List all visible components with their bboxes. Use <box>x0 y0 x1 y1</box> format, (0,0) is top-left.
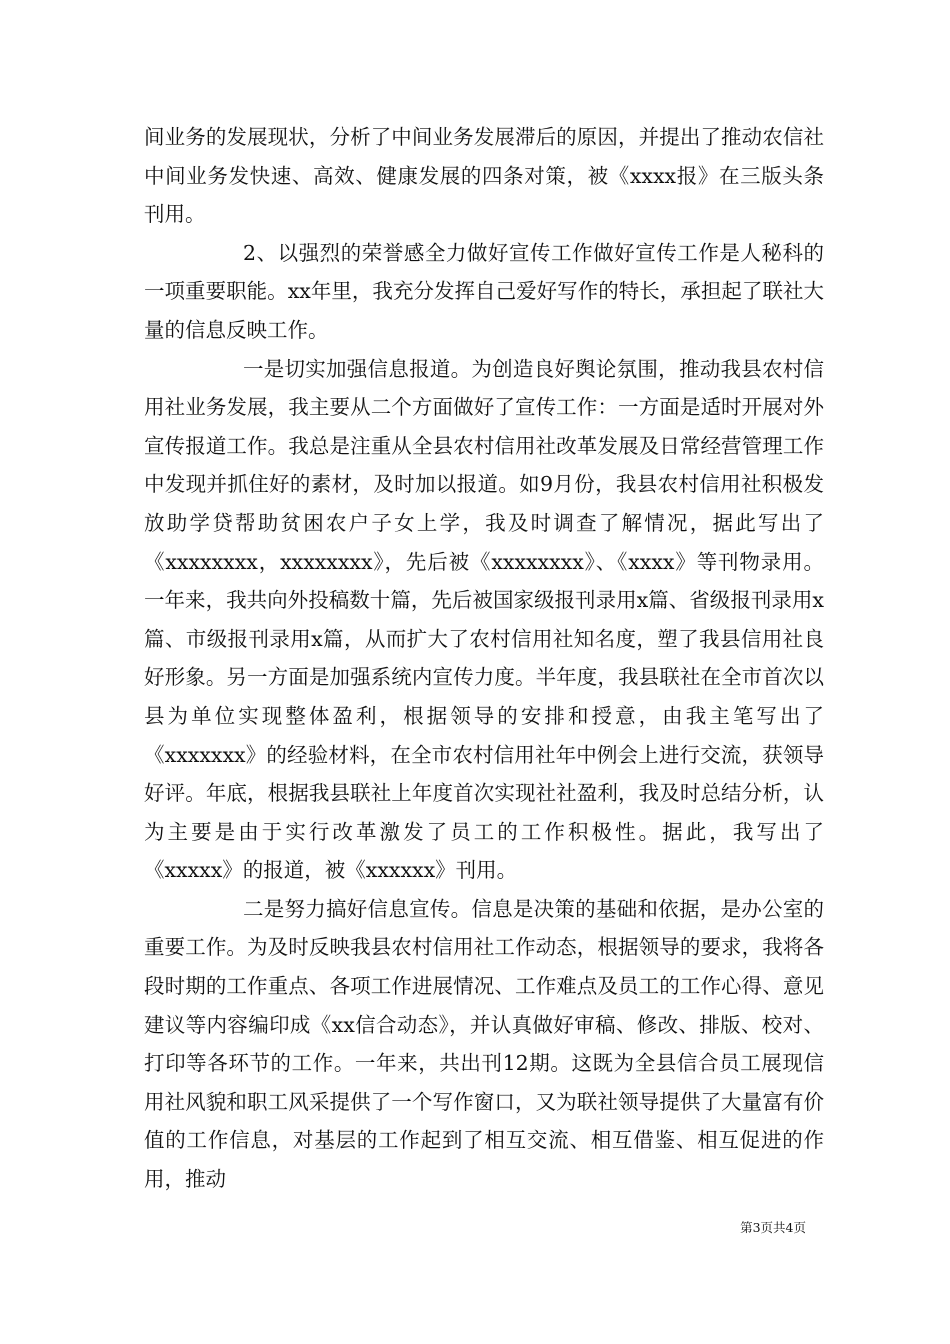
page-number-footer: 第3页共4页 <box>740 1220 806 1235</box>
document-body <box>144 118 824 1199</box>
paragraph-continued: 间业务的发展现状，分析了中间业务发展滞后的原因，并提出了推动农信社中间业务发快速、高效、健康发展的四条对策，被《xxxx报》在三版头条刊用。 <box>144 125 824 227</box>
paragraph-publicity-duty: 2、以强烈的荣誉感全力做好宣传工作做好宣传工作是人秘科的一项重要职能。xx年里，我充分发挥自己爱好写作的特长，承担起了联社大量的信息反映工作。 <box>144 240 824 342</box>
paragraph-info-publicity: 二是努力搞好信息宣传。信息是决策的基础和依据，是办公室的重要工作。为及时反映我县农村信用社工作动态，根据领导的要求，我将各段时期的工作重点、各项工作进展情况、工作难点及员工的工作心得、意见建议等内容编印成《xx信合动态》，并认真做好审稿、修改、排版、校对、打印等各环节的工作。一年来，共出刊12期。这既为全县信合员工展现信用社风貌和职工风采提供了一个写作窗口，又为联社领导提供了大量富有价值的工作信息，对基层的工作起到了相互交流、相互借鉴、相互促进的作用，推动 <box>144 896 824 1192</box>
paragraph-info-reporting: 一是切实加强信息报道。为创造良好舆论氛围，推动我县农村信用社业务发展，我主要从二个方面做好了宣传工作：一方面是适时开展对外宣传报道工作。我总是注重从全县农村信用社改革发展及日常经营管理工作中发现并抓住好的素材，及时加以报道。如9月份，我县农村信用社积极发放助学贷帮助贫困农户子女上学，我及时调查了解情况，据此写出了《xxxxxxxx，xxxxxxxx》，先后被《xxxxxxxx》、《xxxx》等刊物录用。一年来，我共向外投稿数十篇，先后被国家级报刊录用x篇、省级报刊录用x篇、市级报刊录用x篇，从而扩大了农村信用社知名度，塑了我县信用社良好形象。另一方面是加强系统内宣传力度。半年度，我县联社在全市首次以县为单位实现整体盈利，根据领导的安排和授意，由我主笔写出了《xxxxxxx》的经验材料，在全市农村信用社年中例会上进行交流，获领导好评。年底，根据我县联社上年度首次实现社社盈利，我及时总结分析，认为主要是由于实行改革激发了员工的工作积极性。据此，我写出了《xxxxx》的报道，被《xxxxxx》刊用。 <box>144 356 824 883</box>
